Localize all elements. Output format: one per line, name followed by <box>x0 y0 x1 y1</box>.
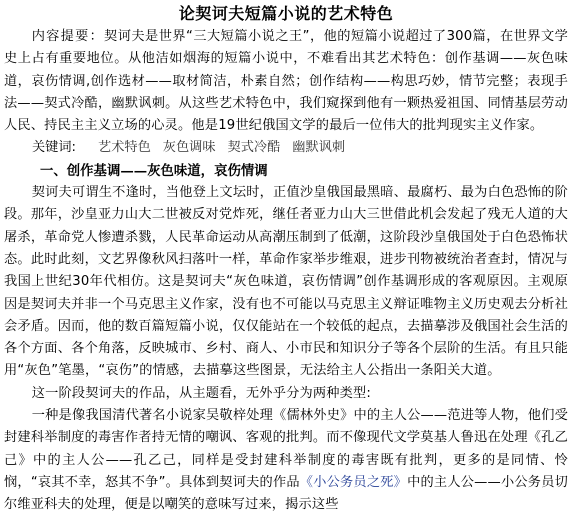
abstract-label: 内容提要： <box>31 29 105 44</box>
book-title-link[interactable]: 《小公务员之死》 <box>299 474 408 490</box>
keywords-label: 关键词: <box>32 140 77 156</box>
body-paragraph <box>4 405 568 516</box>
paragraph-text: 一种是像我国清代著名小说家吴敬梓处理《儒林外史》中的主人公——范进等人物，他们受封建科举制度的毒害作者持无情的嘲讽、客观的批判。而不像现代文学莫基人鲁迅在处理《孔乙己》中的主人公——孔乙己，同样是受封建科举制度的毒害既有批判，更多的是同情、怜悯，“哀其不幸，怒其不争”。具体到契诃夫的作品 <box>4 408 568 490</box>
keyword-item: 灰色调味 <box>162 140 216 156</box>
paragraph-text: 中的主人公——小公务员切尔维亚科夫的处理，便是以嘲笑的意味写过来，揭示这些 <box>4 474 568 513</box>
keywords-line <box>4 137 568 159</box>
abstract-paragraph <box>4 26 568 137</box>
keyword-item: 契式冷酷 <box>227 140 281 156</box>
keyword-item: 幽默讽刺 <box>292 140 346 156</box>
keyword-item: 艺术特色 <box>98 140 151 156</box>
body-paragraph: 这一阶段契诃夫的作品，从主题看，无外乎分为两种类型: <box>31 385 372 401</box>
document-title: 论契诃夫短篇小说的艺术特色 <box>178 4 394 23</box>
abstract-text: 契诃夫是世界“三大短篇小说之王”，他的短篇小说超过了300篇，在世界文学史上占有重要地位。从他洁如烟海的短篇小说中，不难看出其艺术特色：创作基调——灰色味道，哀伤情调,创作选材——取材简洁，朴素自然；创作结构——构思巧妙，情节完整；表现手法——契式冷酷，幽默讽刺。从这些艺术特色中，我们窥探到他有一颗热爱祖国、同情基层劳动人民、持民主主义立场的心灵。他是19世纪俄国文学的最后一位伟大的批判现实主义作家。 <box>4 29 568 134</box>
body-paragraph: 契诃夫可谓生不逢时，当他登上文坛时，正值沙皇俄国最黑暗、最腐朽、最为白色恐怖的阶段。那年，沙皇亚力山大二世被反对党炸死，继任者亚力山大三世借此机会发起了残无人道的大屠杀，革命党人惨遭杀戮，人民革命运动从高潮压制到了低潮，这阶段沙皇俄国处于白色恐怖状态。此时此刻，文艺界像秋风扫落叶一样，革命作家举步维艰，进步刊物被统治者查封，情况与我国上世纪30年代相仿。这是契诃夫“灰色味道，哀伤情调”创作基调形成的客观原因。主观原因是契诃夫并非一个马克思主义作家，没有也不可能以马克思主义辩证唯物主义历史观去分析社会矛盾。因而，他的数百篇短篇小说，仅仅能站在一个较低的起点，去描摹涉及俄国社会生活的各个方面、各个角落，反映城市、乡村、商人、小市民和知识分子等各个层阶的生活。有且只能用“灰色”笔墨，“哀伤”的情感，去描摹这些图景，无法给主人公指出一条阳关大道。 <box>4 185 568 379</box>
section-heading: 一、创作基调——灰色味道，哀伤情调 <box>40 162 268 179</box>
